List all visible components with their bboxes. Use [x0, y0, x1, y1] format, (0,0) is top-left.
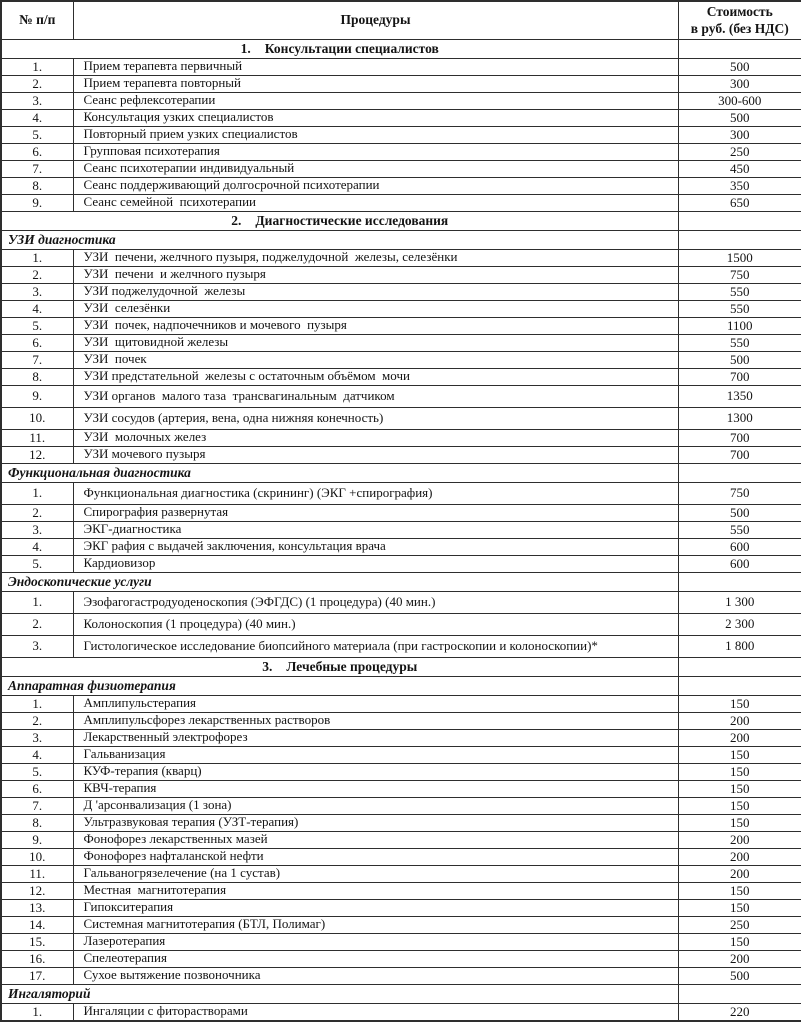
row-number-cell: 12. [1, 446, 73, 463]
row-number-cell: 1. [1, 591, 73, 613]
procedure-cell: УЗИ почек, надпочечников и мочевого пузыря [73, 317, 678, 334]
section-number: 1. [241, 41, 251, 56]
row-number-cell: 11. [1, 865, 73, 882]
procedure-cell: Повторный прием узких специалистов [73, 126, 678, 143]
procedure-cell: Амплипульстерапия [73, 695, 678, 712]
procedure-cell: УЗИ молочных желез [73, 429, 678, 446]
table-row [1, 916, 801, 933]
procedure-cell: Эзофагогастродуоденоскопия (ЭФГДС) (1 процедура) (40 мин.) [73, 591, 678, 613]
column-header-cost-line2: в руб. (без НДС) [679, 20, 801, 38]
row-number-cell: 10. [1, 407, 73, 429]
row-number-cell: 8. [1, 814, 73, 831]
row-number-cell: 9. [1, 831, 73, 848]
table-row [1, 729, 801, 746]
row-number-cell: 3. [1, 92, 73, 109]
procedure-cell: Лазеротерапия [73, 933, 678, 950]
price-cell: 200 [678, 848, 801, 865]
subsection-title-cell: Функциональная диагностика [1, 463, 678, 482]
row-number-cell: 13. [1, 899, 73, 916]
row-number-cell: 14. [1, 916, 73, 933]
table-row [1, 504, 801, 521]
price-cell: 150 [678, 933, 801, 950]
column-header-procedures: Процедуры [73, 1, 678, 39]
procedure-cell: УЗИ мочевого пузыря [73, 446, 678, 463]
price-cell: 750 [678, 482, 801, 504]
price-cell: 550 [678, 334, 801, 351]
table-row [1, 368, 801, 385]
table-row [1, 814, 801, 831]
price-cell: 700 [678, 429, 801, 446]
price-cell: 200 [678, 729, 801, 746]
table-row [1, 780, 801, 797]
procedure-cell: Местная магнитотерапия [73, 882, 678, 899]
row-number-cell: 4. [1, 300, 73, 317]
procedure-cell: Фонофорез лекарственных мазей [73, 831, 678, 848]
row-number-cell: 3. [1, 521, 73, 538]
table-header [1, 1, 801, 39]
table-row [1, 797, 801, 814]
section-title-cell [1, 211, 678, 230]
price-cell: 200 [678, 712, 801, 729]
section-header-row [1, 211, 801, 230]
price-cell: 450 [678, 160, 801, 177]
row-number-cell: 4. [1, 538, 73, 555]
price-cell: 650 [678, 194, 801, 211]
procedure-cell: Сеанс психотерапии индивидуальный [73, 160, 678, 177]
section-title: Диагностические исследования [255, 213, 448, 228]
price-cell: 200 [678, 950, 801, 967]
price-cell [678, 230, 801, 249]
row-number-cell: 1. [1, 695, 73, 712]
table-row [1, 266, 801, 283]
procedure-cell: ЭКГ рафия с выдачей заключения, консультация врача [73, 538, 678, 555]
subsection-header-row [1, 463, 801, 482]
row-number-cell: 1. [1, 1003, 73, 1021]
section-title: Консультации специалистов [265, 41, 439, 56]
row-number-cell: 9. [1, 194, 73, 211]
section-title-cell [1, 39, 678, 58]
procedure-cell: УЗИ селезёнки [73, 300, 678, 317]
price-cell: 1300 [678, 407, 801, 429]
price-cell: 550 [678, 283, 801, 300]
price-cell: 2 300 [678, 613, 801, 635]
column-header-cost-line1: Стоимость [679, 3, 801, 21]
procedure-cell: Сеанс семейной психотерапии [73, 194, 678, 211]
row-number-cell: 1. [1, 58, 73, 75]
price-cell: 300 [678, 75, 801, 92]
price-cell: 500 [678, 351, 801, 368]
table-row [1, 712, 801, 729]
procedure-cell: Групповая психотерапия [73, 143, 678, 160]
table-row [1, 283, 801, 300]
row-number-cell: 7. [1, 351, 73, 368]
table-row [1, 126, 801, 143]
subsection-header-row [1, 572, 801, 591]
row-number-cell: 5. [1, 763, 73, 780]
procedure-cell: УЗИ сосудов (артерия, вена, одна нижняя конечность) [73, 407, 678, 429]
procedure-cell: УЗИ печени, желчного пузыря, поджелудочной железы, селезёнки [73, 249, 678, 266]
table-row [1, 555, 801, 572]
row-number-cell: 5. [1, 555, 73, 572]
subsection-header-row [1, 984, 801, 1003]
procedure-cell: Кардиовизор [73, 555, 678, 572]
table-row [1, 351, 801, 368]
procedure-cell: УЗИ щитовидной железы [73, 334, 678, 351]
procedure-cell: УЗИ почек [73, 351, 678, 368]
price-cell: 1350 [678, 385, 801, 407]
price-cell: 600 [678, 555, 801, 572]
price-cell: 700 [678, 446, 801, 463]
row-number-cell: 3. [1, 283, 73, 300]
table-row [1, 407, 801, 429]
row-number-cell: 5. [1, 126, 73, 143]
price-cell: 200 [678, 831, 801, 848]
procedure-cell: Прием терапевта повторный [73, 75, 678, 92]
procedure-cell: Гистологическое исследование биопсийного материала (при гастроскопии и колоноскопии)* [73, 635, 678, 657]
table-row [1, 92, 801, 109]
table-row [1, 848, 801, 865]
price-cell: 150 [678, 814, 801, 831]
price-cell: 250 [678, 143, 801, 160]
price-cell: 1 800 [678, 635, 801, 657]
procedure-cell: Спелеотерапия [73, 950, 678, 967]
row-number-cell: 15. [1, 933, 73, 950]
price-cell: 250 [678, 916, 801, 933]
table-row [1, 75, 801, 92]
price-cell: 150 [678, 780, 801, 797]
subsection-header-row [1, 230, 801, 249]
procedure-cell: Ингаляции с фиторастворами [73, 1003, 678, 1021]
price-cell [678, 676, 801, 695]
procedure-cell: Ультразвуковая терапия (УЗТ-терапия) [73, 814, 678, 831]
row-number-cell: 8. [1, 368, 73, 385]
row-number-cell: 7. [1, 797, 73, 814]
row-number-cell: 6. [1, 334, 73, 351]
procedure-cell: Прием терапевта первичный [73, 58, 678, 75]
row-number-cell: 16. [1, 950, 73, 967]
table-row [1, 591, 801, 613]
price-cell: 550 [678, 521, 801, 538]
table-row [1, 521, 801, 538]
subsection-title-cell: Эндоскопические услуги [1, 572, 678, 591]
row-number-cell: 10. [1, 848, 73, 865]
row-number-cell: 12. [1, 882, 73, 899]
table-row [1, 933, 801, 950]
price-cell: 1100 [678, 317, 801, 334]
price-cell [678, 984, 801, 1003]
procedure-cell: УЗИ печени и желчного пузыря [73, 266, 678, 283]
table-row [1, 194, 801, 211]
price-cell: 200 [678, 865, 801, 882]
row-number-cell: 7. [1, 160, 73, 177]
table-row [1, 385, 801, 407]
table-row [1, 429, 801, 446]
price-cell [678, 572, 801, 591]
table-row [1, 635, 801, 657]
table-row [1, 882, 801, 899]
price-cell [678, 39, 801, 58]
table-row [1, 899, 801, 916]
row-number-cell: 17. [1, 967, 73, 984]
procedure-cell: Фонофорез нафталанской нефти [73, 848, 678, 865]
table-body [1, 39, 801, 1021]
price-cell: 220 [678, 1003, 801, 1021]
table-row [1, 317, 801, 334]
procedure-cell: Системная магнитотерапия (БТЛ, Полимаг) [73, 916, 678, 933]
row-number-cell: 2. [1, 613, 73, 635]
procedure-cell: КУФ-терапия (кварц) [73, 763, 678, 780]
price-cell [678, 463, 801, 482]
procedure-cell: Сеанс поддерживающий долгосрочной психотерапии [73, 177, 678, 194]
table-row [1, 160, 801, 177]
table-row [1, 58, 801, 75]
row-number-cell: 6. [1, 780, 73, 797]
subsection-title-cell: Аппаратная физиотерапия [1, 676, 678, 695]
procedure-cell: УЗИ органов малого таза трансвагинальным датчиком [73, 385, 678, 407]
table-row [1, 746, 801, 763]
price-cell: 150 [678, 882, 801, 899]
price-cell: 700 [678, 368, 801, 385]
procedure-cell: КВЧ-терапия [73, 780, 678, 797]
section-number: 2. [231, 213, 241, 228]
row-number-cell: 8. [1, 177, 73, 194]
price-cell: 300 [678, 126, 801, 143]
subsection-title-cell: УЗИ диагностика [1, 230, 678, 249]
table-row [1, 613, 801, 635]
price-cell: 500 [678, 58, 801, 75]
price-cell: 150 [678, 797, 801, 814]
section-header-row [1, 657, 801, 676]
price-cell: 150 [678, 899, 801, 916]
procedure-cell: Гальванизация [73, 746, 678, 763]
row-number-cell: 2. [1, 266, 73, 283]
table-row [1, 763, 801, 780]
price-cell: 1 300 [678, 591, 801, 613]
row-number-cell: 1. [1, 482, 73, 504]
procedure-cell: Колоноскопия (1 процедура) (40 мин.) [73, 613, 678, 635]
table-row [1, 865, 801, 882]
table-row [1, 249, 801, 266]
procedure-cell: Консультация узких специалистов [73, 109, 678, 126]
procedure-cell: Д 'арсонвализация (1 зона) [73, 797, 678, 814]
procedure-cell: Гальваногрязелечение (на 1 сустав) [73, 865, 678, 882]
price-cell: 300-600 [678, 92, 801, 109]
section-header-row [1, 39, 801, 58]
price-cell: 1500 [678, 249, 801, 266]
row-number-cell: 6. [1, 143, 73, 160]
row-number-cell: 2. [1, 75, 73, 92]
procedure-cell: ЭКГ-диагностика [73, 521, 678, 538]
table-row [1, 950, 801, 967]
table-row [1, 446, 801, 463]
column-header-num: № п/п [1, 1, 73, 39]
table-row [1, 695, 801, 712]
procedure-cell: Сеанс рефлексотерапии [73, 92, 678, 109]
price-cell [678, 657, 801, 676]
table-header-row [1, 1, 801, 39]
row-number-cell: 11. [1, 429, 73, 446]
price-cell: 600 [678, 538, 801, 555]
row-number-cell: 9. [1, 385, 73, 407]
table-row [1, 831, 801, 848]
row-number-cell: 4. [1, 746, 73, 763]
table-row [1, 482, 801, 504]
price-cell: 550 [678, 300, 801, 317]
table-row [1, 538, 801, 555]
price-cell: 500 [678, 504, 801, 521]
row-number-cell: 4. [1, 109, 73, 126]
section-number: 3. [262, 659, 272, 674]
price-cell: 750 [678, 266, 801, 283]
column-header-cost [678, 1, 801, 39]
section-title: Лечебные процедуры [286, 659, 417, 674]
row-number-cell: 2. [1, 712, 73, 729]
table-row [1, 109, 801, 126]
row-number-cell: 1. [1, 249, 73, 266]
price-cell: 150 [678, 746, 801, 763]
table-row [1, 967, 801, 984]
row-number-cell: 2. [1, 504, 73, 521]
table-row [1, 143, 801, 160]
row-number-cell: 5. [1, 317, 73, 334]
table-row [1, 334, 801, 351]
price-cell: 350 [678, 177, 801, 194]
price-cell: 150 [678, 763, 801, 780]
price-cell: 500 [678, 109, 801, 126]
procedure-cell: Сухое вытяжение позвоночника [73, 967, 678, 984]
procedure-cell: Лекарственный электрофорез [73, 729, 678, 746]
price-cell [678, 211, 801, 230]
procedure-cell: УЗИ поджелудочной железы [73, 283, 678, 300]
procedure-cell: УЗИ предстательной железы с остаточным объёмом мочи [73, 368, 678, 385]
row-number-cell: 3. [1, 635, 73, 657]
table-row [1, 300, 801, 317]
price-cell: 150 [678, 695, 801, 712]
row-number-cell: 3. [1, 729, 73, 746]
table-row [1, 177, 801, 194]
procedure-cell: Спирография развернутая [73, 504, 678, 521]
table-row [1, 1003, 801, 1021]
subsection-header-row [1, 676, 801, 695]
procedure-cell: Гипокситерапия [73, 899, 678, 916]
section-title-cell [1, 657, 678, 676]
price-cell: 500 [678, 967, 801, 984]
subsection-title-cell: Ингаляторий [1, 984, 678, 1003]
procedure-cell: Амплипульсфорез лекарственных растворов [73, 712, 678, 729]
procedure-cell: Функциональная диагностика (скрининг) (ЭКГ +спирография) [73, 482, 678, 504]
